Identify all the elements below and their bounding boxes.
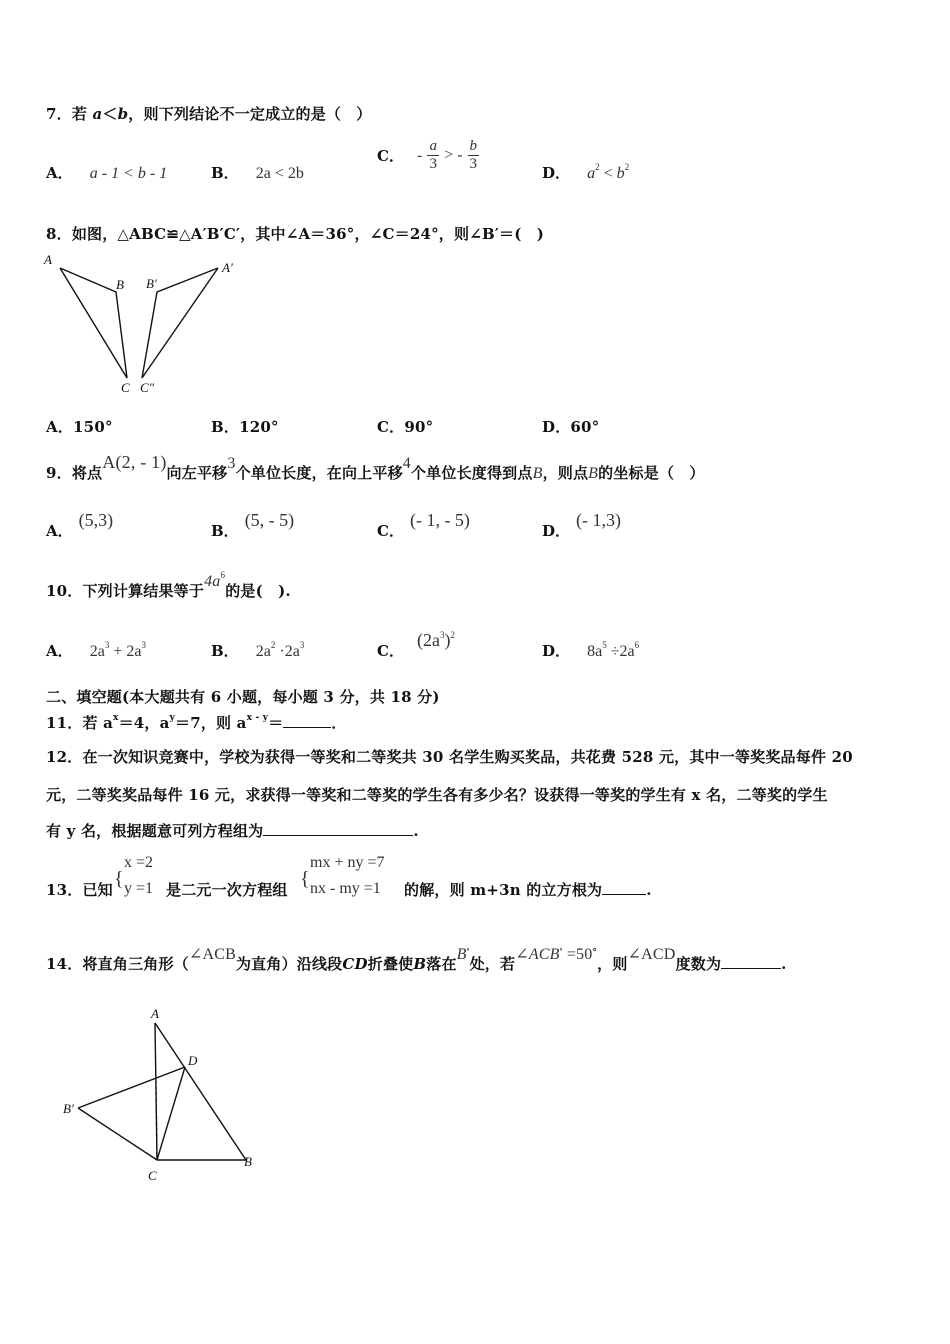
question-12-line-2: 元，二等奖奖品每件 16 元，求获得一等奖和二等奖的学生各有多少名？设获得一等奖的学生有 x 名，二等奖的学生 <box>46 786 828 804</box>
question-10-stem: 10．下列计算结果等于$4a^6$的是( ). <box>46 570 291 600</box>
label-a: A <box>44 252 52 267</box>
question-13-prefix: 13．已知 <box>46 881 113 899</box>
q9-option-d: D．(- 1,3) <box>542 510 621 540</box>
system-2-brace: { <box>300 868 310 890</box>
q8-option-a: A．150° <box>46 418 113 436</box>
label-b-prime: B′ <box>63 1101 74 1116</box>
q7-option-b: B． 2a < 2b <box>211 164 304 182</box>
q10-option-b: B． $2a^2 \cdot 2a^3$ <box>211 640 305 660</box>
q7-option-a: A． a - 1 < b - 1 <box>46 164 168 182</box>
question-8-stem: 8．如图，△ABC≌△A′B′C′，其中∠A＝36°，∠C＝24°，则∠B′＝( ) <box>46 225 544 243</box>
label-d: D <box>188 1053 198 1068</box>
segment-cd <box>157 1067 185 1160</box>
answer-blank-13[interactable] <box>602 880 646 895</box>
label-c-prime: C″ <box>140 380 155 395</box>
question-7-stem: 7．若 a＜b，则下列结论不一定成立的是（ ） <box>46 105 372 123</box>
system-1-bottom: y =1 <box>124 880 154 897</box>
fraction-b-over-3: $\frac{b}{3}$ <box>469 138 478 172</box>
segment-ab <box>155 1023 246 1160</box>
q8-option-d: D．60° <box>542 418 600 436</box>
label-c: C <box>148 1168 157 1183</box>
question-12-line-1: 12．在一次知识竞赛中，学校为获得一等奖和二等奖共 30 名学生购买奖品，共花费 528 元，其中一等奖奖品每件 20 <box>46 748 853 766</box>
system-1-brace: { <box>114 868 124 890</box>
label-a-prime: A′ <box>222 260 233 275</box>
q9-option-a: A．(5,3) <box>46 510 114 540</box>
q9-option-c: C．(- 1, - 5) <box>377 510 470 540</box>
label-b: B <box>244 1154 252 1169</box>
answer-blank-14[interactable] <box>721 954 781 969</box>
segment-b2d <box>78 1067 185 1108</box>
q10-option-d: D． $8a^5 \div 2a^6$ <box>542 640 640 660</box>
q7-option-d: D． $a^2 < b^2$ <box>542 162 630 182</box>
question-11: 11．若 $a^x=4$，$a^y=7$，则 $a^{x - y}=$ ． <box>46 713 347 732</box>
label-c: C <box>121 380 130 395</box>
q10-option-a: A． $2a^3 + 2a^3$ <box>46 640 146 660</box>
question-9-stem: 9．将点A(2, - 1)向左平移3个单位长度，在向上平移4个单位长度得到点B，则点B的坐标是（ ） <box>46 452 705 482</box>
system-1-top: x =2 <box>124 854 154 871</box>
segment-ac <box>155 1023 157 1160</box>
system-2-bottom: nx - my =1 <box>310 880 381 897</box>
q8-option-c: C．90° <box>377 418 434 436</box>
question-12-line-3: 有 y 名，根据题意可列方程组为 . <box>46 822 419 840</box>
label-b-prime: B′ <box>146 276 157 291</box>
q10-option-c: C． $(2a^3)^2$ <box>377 630 456 660</box>
segment-b2c <box>78 1108 157 1160</box>
question-13-middle: 是二元一次方程组 <box>166 881 288 899</box>
answer-blank-11[interactable] <box>283 713 331 728</box>
fraction-a-over-3: $\frac{a}{3}$ <box>429 138 437 172</box>
q8-option-b: B．120° <box>211 418 279 436</box>
section-2-heading: 二、填空题(本大题共有 6 小题，每小题 3 分，共 18 分) <box>46 688 440 706</box>
label-a: A <box>151 1006 159 1021</box>
system-2-top: mx + ny =7 <box>310 854 385 871</box>
answer-blank-12[interactable] <box>263 821 413 836</box>
folded-triangle-figure <box>60 1000 270 1190</box>
q7-option-c: C． - $\frac{a}{3}$ > - $\frac{b}{3}$ <box>377 138 478 172</box>
label-b: B <box>116 277 124 292</box>
q9-option-b: B．(5, - 5) <box>211 510 295 540</box>
congruent-triangles-figure <box>40 250 250 400</box>
question-14-stem: 14．将直角三角形（∠ACB为直角）沿线段CD折叠使B落在B'处，若∠ACB' =50°，则∠ACD度数为 . <box>46 946 787 973</box>
question-13-suffix: 的解，则 m+3n 的立方根为 . <box>404 881 652 899</box>
